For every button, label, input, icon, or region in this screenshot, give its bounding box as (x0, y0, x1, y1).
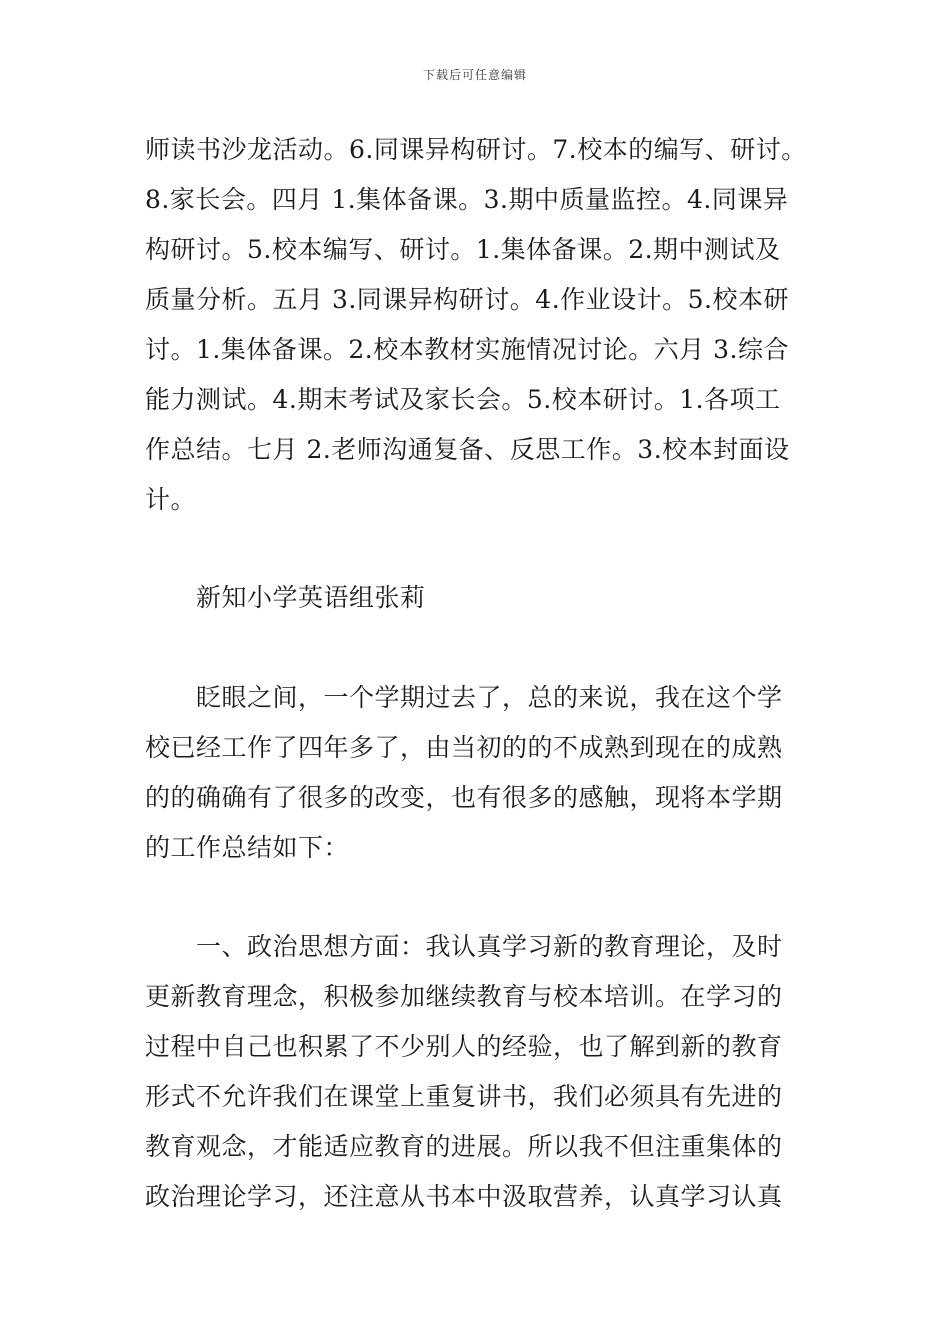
text-line: 一、政治思想方面：我认真学习新的教育理论，及时 (196, 932, 783, 961)
text-line: 形式不允许我们在课堂上重复讲书，我们必须具有先进的 (145, 1082, 783, 1111)
text-line: 质量分析。五月 3.同课异构研讨。4.作业设计。5.校本研 (145, 285, 790, 314)
text-line: 能力测试。4.期末考试及家长会。5.校本研讨。1.各项工 (145, 385, 781, 414)
text-line: 校已经工作了四年多了，由当初的的不成熟到现在的成熟 (145, 733, 783, 762)
text-line: 眨眼之间，一个学期过去了，总的来说，我在这个学 (196, 683, 783, 712)
text-line: 计。 (145, 485, 197, 514)
text-line: 的工作总结如下： (145, 833, 350, 862)
author-line: 新知小学英语组张莉 (196, 583, 426, 612)
text-line: 师读书沙龙活动。6.同课异构研讨。7.校本的编写、研讨。 (145, 135, 807, 164)
text-line: 8.家长会。四月 1.集体备课。3.期中质量监控。4.同课异 (145, 185, 789, 214)
page-header: 下载后可任意编辑 (422, 68, 527, 82)
text-line: 作总结。七月 2.老师沟通复备、反思工作。3.校本封面设 (145, 435, 790, 464)
text-line: 政治理论学习，还注意从书本中汲取营养，认真学习认真 (145, 1182, 783, 1211)
text-line: 更新教育理念，积极参加继续教育与校本培训。在学习的 (145, 982, 783, 1011)
text-line: 过程中自己也积累了不少别人的经验，也了解到新的教育 (145, 1032, 783, 1061)
text-line: 讨。1.集体备课。2.校本教材实施情况讨论。六月 3.综合 (145, 335, 790, 364)
text-line: 的的确确有了很多的改变，也有很多的感触，现将本学期 (145, 783, 783, 812)
text-line: 构研讨。5.校本编写、研讨。1.集体备课。2.期中测试及 (145, 235, 781, 264)
text-line: 教育观念，才能适应教育的进展。所以我不但注重集体的 (145, 1132, 783, 1161)
